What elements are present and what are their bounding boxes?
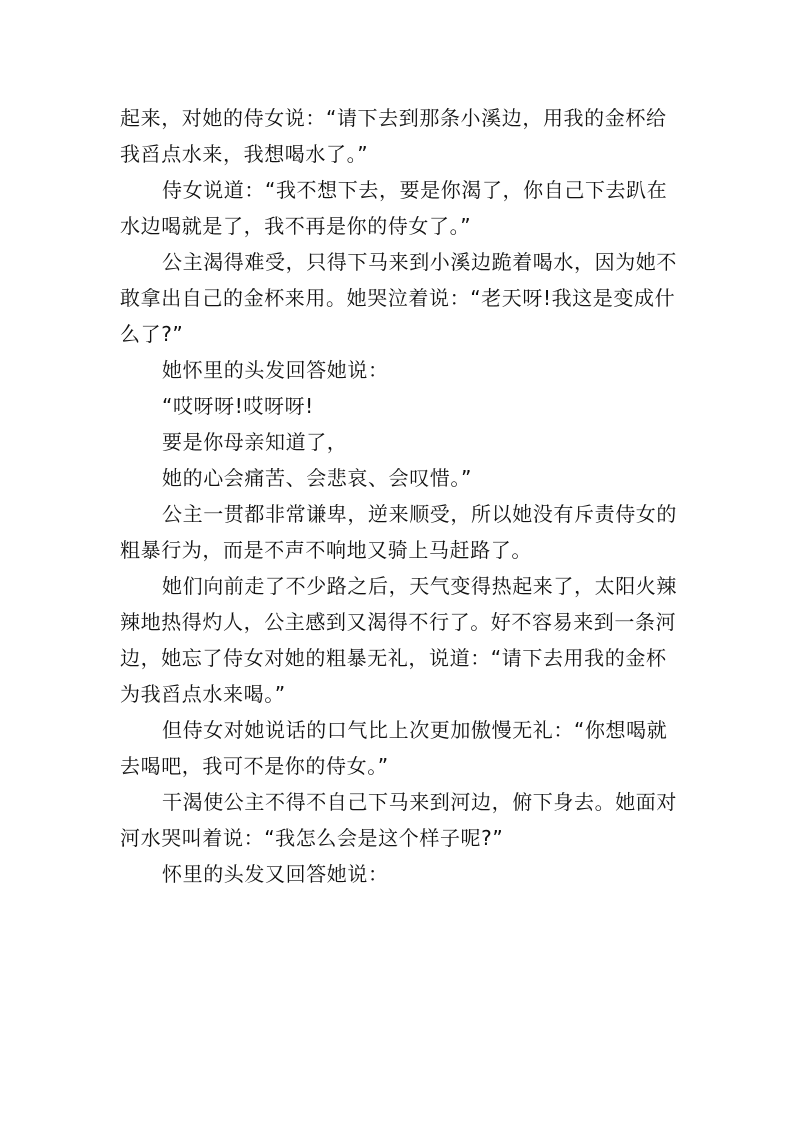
verse-line: “哎呀呀!哎呀呀! <box>162 394 314 418</box>
paragraph: 她怀里的头发回答她说： <box>162 358 389 382</box>
verse-line: 要是你母亲知道了， <box>162 430 348 454</box>
paragraph: 干渴使公主不得不自己下马来到河边，俯下身去。她面对河水哭叫着说：“我怎么会是这个样子呢?” <box>120 790 677 850</box>
verse-line: 她的心会痛苦、会悲哀、会叹惜。” <box>162 466 472 490</box>
paragraph: 但侍女对她说话的口气比上次更加傲慢无礼：“你想喝就去喝吧，我可不是你的侍女。” <box>120 718 668 778</box>
paragraph: 起来，对她的侍女说：“请下去到那条小溪边，用我的金杯给我舀点水来，我想喝水了。” <box>120 106 667 166</box>
paragraph: 她们向前走了不少路之后，天气变得热起来了，太阳火辣辣地热得灼人，公主感到又渴得不行了。好不容易来到一条河边，她忘了侍女对她的粗暴无礼，说道：“请下去用我的金杯为我舀点水来喝。” <box>120 574 677 706</box>
paragraph: 公主渴得难受，只得下马来到小溪边跪着喝水，因为她不敢拿出自己的金杯来用。她哭泣着说：“老天呀!我这是变成什么了?” <box>120 250 677 346</box>
paragraph: 侍女说道：“我不想下去，要是你渴了，你自己下去趴在水边喝就是了，我不再是你的侍女了。” <box>120 178 668 238</box>
paragraph: 怀里的头发又回答她说： <box>162 862 389 886</box>
body-text <box>120 100 680 892</box>
paragraph: 公主一贯都非常谦卑，逆来顺受，所以她没有斥责侍女的粗暴行为，而是不声不响地又骑上马赶路了。 <box>120 502 677 562</box>
